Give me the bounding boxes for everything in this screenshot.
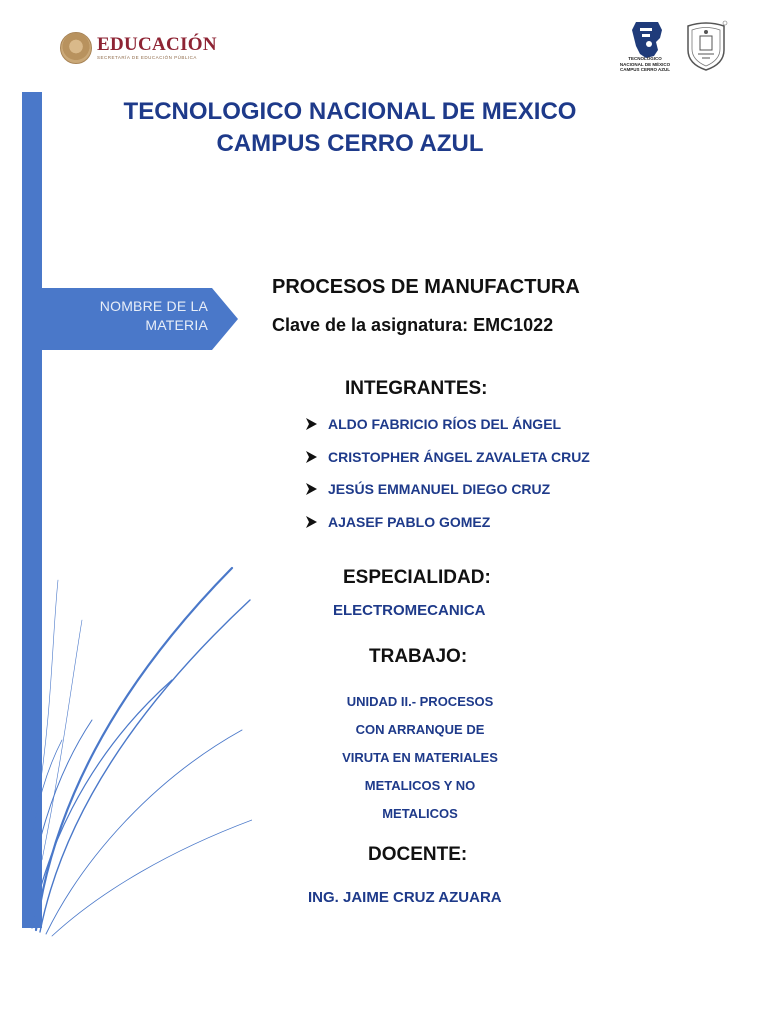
member-name: JESÚS EMMANUEL DIEGO CRUZ [328, 481, 551, 497]
list-item [305, 414, 561, 434]
sep-logo-text: EDUCACIÓN [97, 34, 217, 55]
members-heading: INTEGRANTES: [345, 378, 488, 399]
campus-name: CAMPUS CERRO AZUL [216, 130, 484, 157]
work-title [300, 688, 540, 828]
work-title-line: UNIDAD II.- PROCESOS [346, 694, 494, 709]
member-name: AJASEF PABLO GOMEZ [328, 514, 491, 530]
arrow-bullet-icon [305, 450, 318, 464]
tecnm-caption-line: CAMPUS CERRO AZUL [619, 67, 671, 72]
work-title-line: METALICOS Y NO [364, 778, 476, 793]
arrow-bullet-icon [305, 482, 318, 496]
work-title-line: VIRUTA EN MATERIALES [342, 750, 498, 765]
member-name: ALDO FABRICIO RÍOS DEL ÁNGEL [328, 416, 562, 432]
subject-name: PROCESOS DE MANUFACTURA [272, 276, 580, 298]
member-name: CRISTOPHER ÁNGEL ZAVALETA CRUZ [328, 449, 590, 465]
specialty-value: ELECTROMECANICA [333, 602, 486, 619]
banner-line: NOMBRE DE LA [99, 298, 208, 314]
specialty-heading: ESPECIALIDAD: [343, 567, 491, 588]
arrow-bullet-icon [305, 515, 318, 529]
list-item [305, 479, 550, 499]
mexico-seal-icon [60, 32, 92, 64]
work-title-line: CON ARRANQUE DE [355, 722, 485, 737]
banner-label [58, 297, 208, 335]
list-item [305, 447, 590, 467]
subject-code: Clave de la asignatura: EMC1022 [272, 315, 554, 335]
teacher-heading: DOCENTE: [368, 844, 468, 865]
arrow-bullet-icon [305, 417, 318, 431]
campus-logo-icon [684, 20, 728, 72]
decorative-curves [22, 560, 252, 940]
tecnm-logo-caption [604, 56, 686, 73]
tecnm-caption-line: TECNOLÓGICO [628, 56, 662, 61]
sep-logo-subtitle: SECRETARÍA DE EDUCACIÓN PÚBLICA [97, 55, 197, 60]
banner-line: MATERIA [145, 317, 208, 333]
work-title-line: METALICOS [382, 806, 458, 821]
sep-logo [60, 30, 220, 66]
tecnm-caption-line: NACIONAL DE MÉXICO [619, 61, 671, 67]
institution-name: TECNOLOGICO NACIONAL DE MEXICO [123, 98, 577, 125]
work-heading: TRABAJO: [369, 646, 468, 667]
list-item [305, 512, 490, 532]
teacher-name: ING. JAIME CRUZ AZUARA [308, 889, 502, 906]
